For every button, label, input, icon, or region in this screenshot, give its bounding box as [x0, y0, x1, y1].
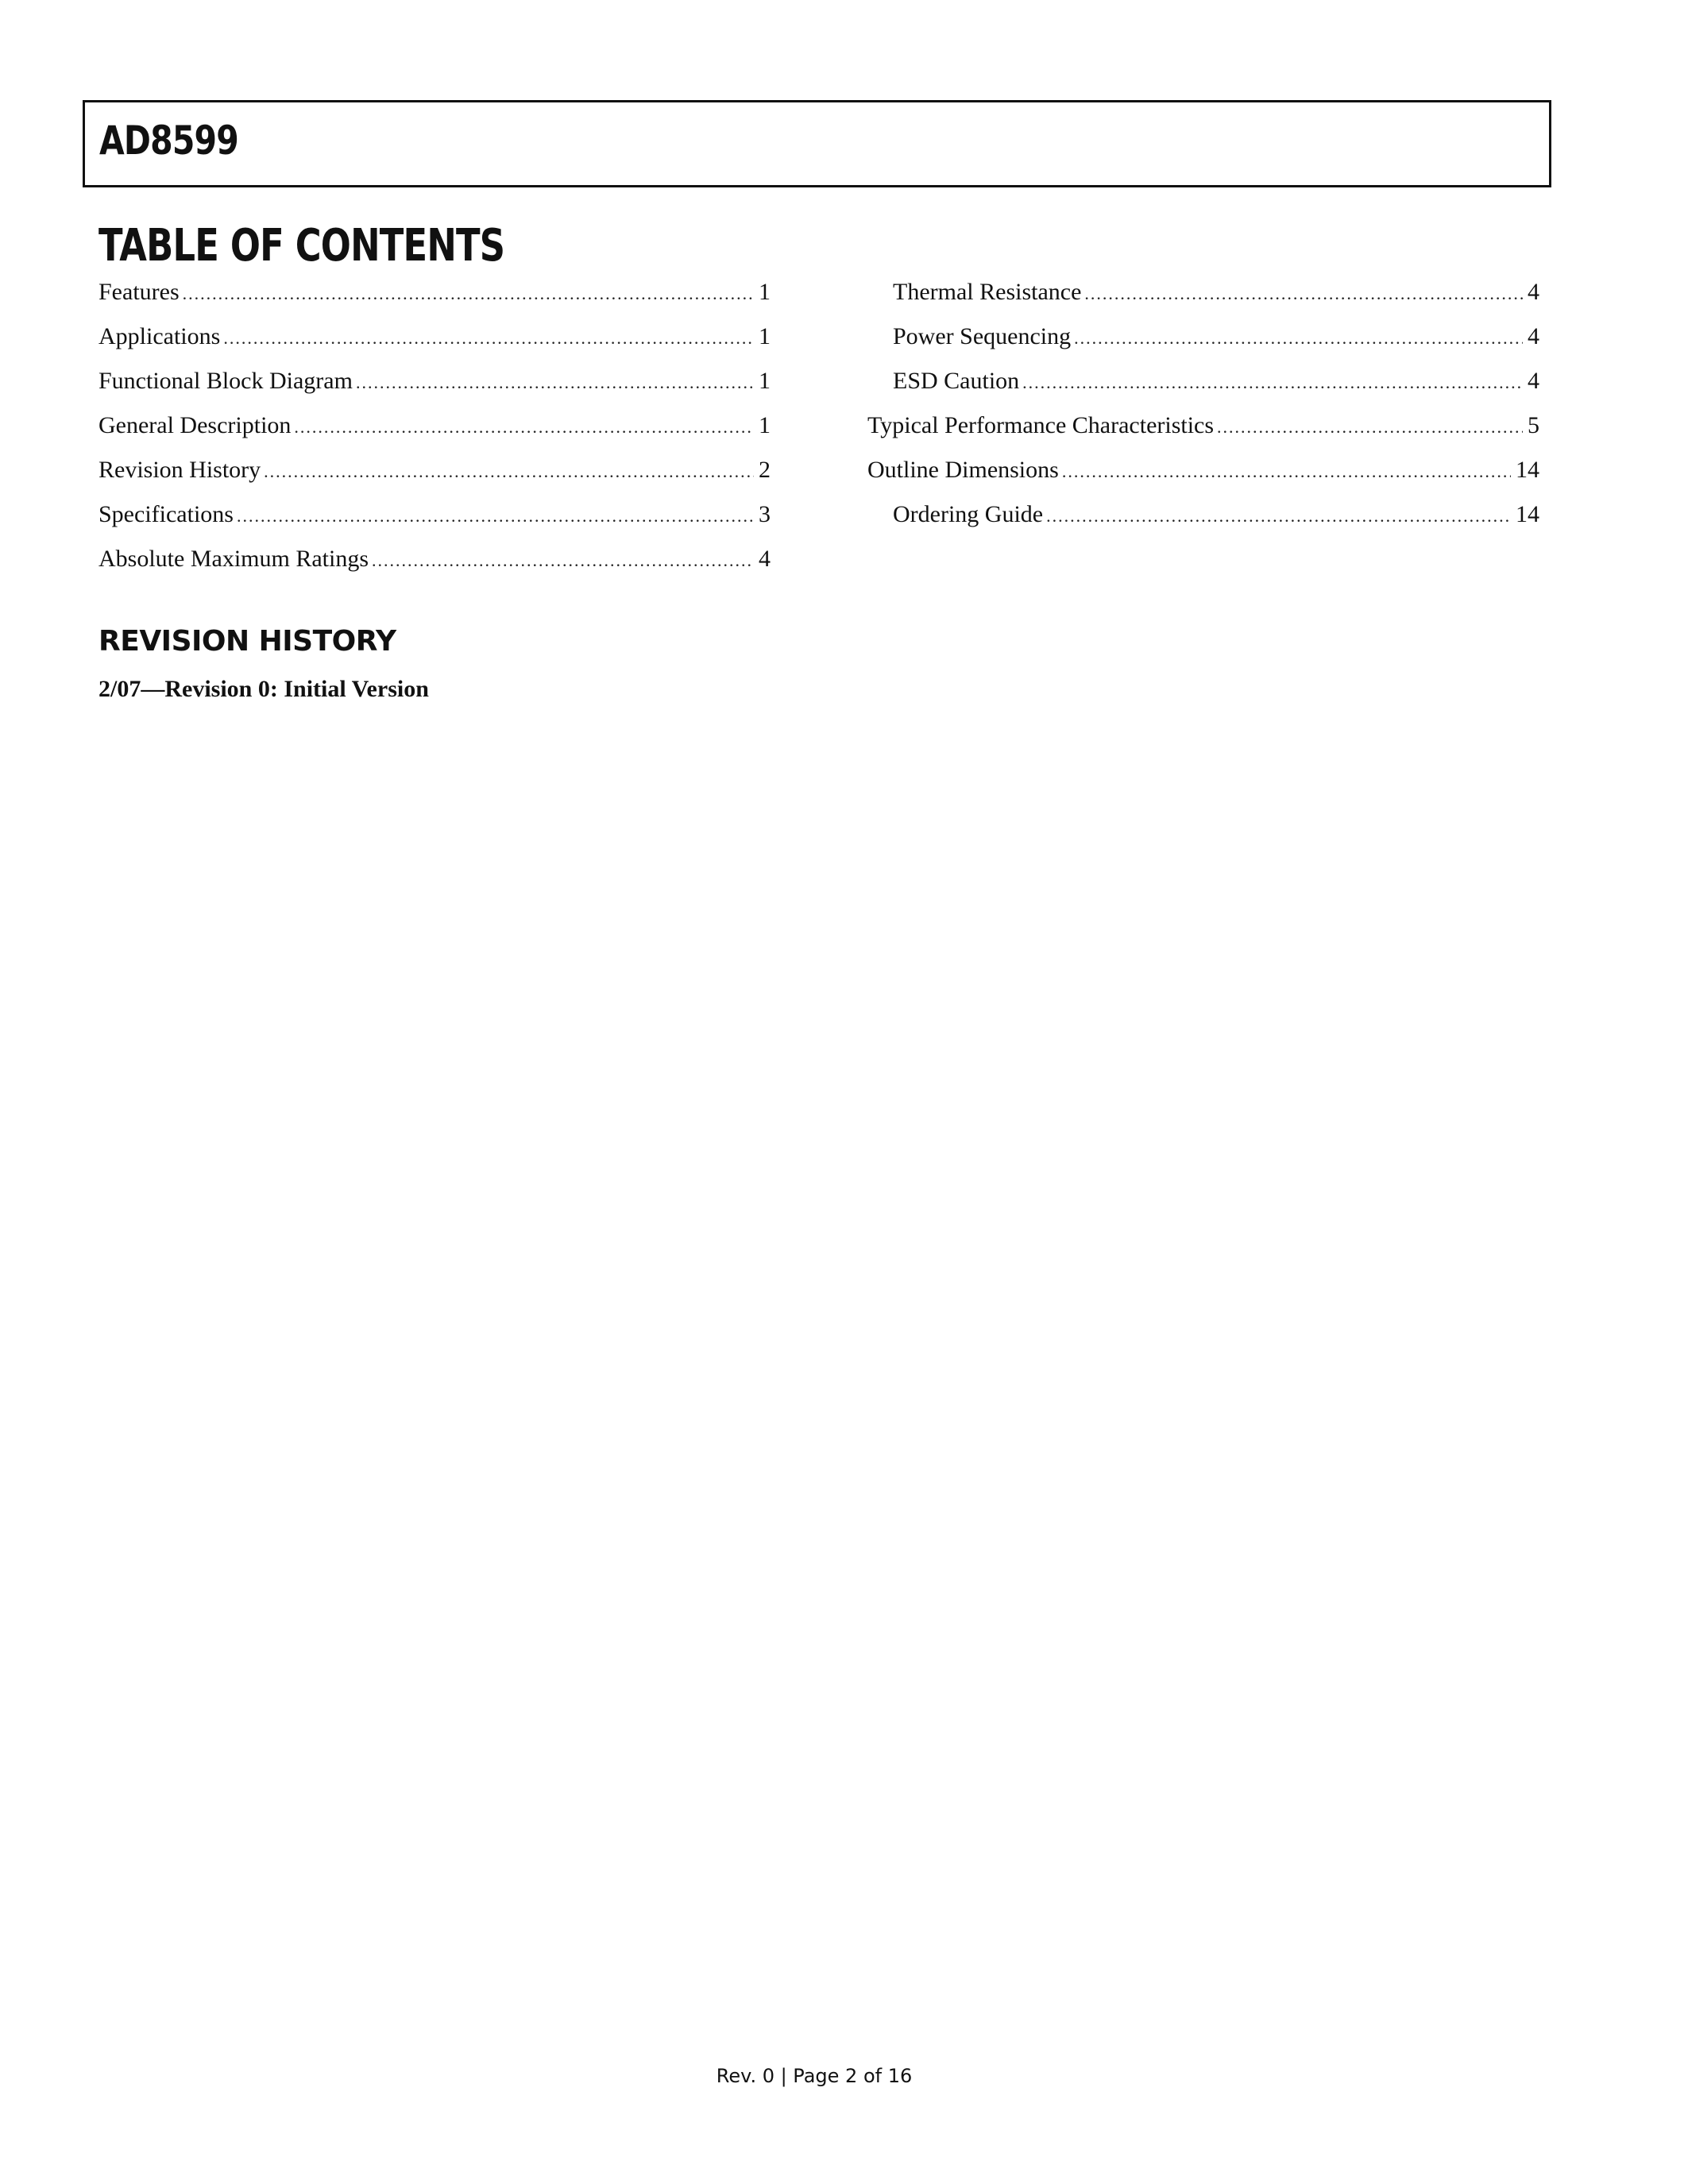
toc-title: TABLE OF CONTENTS — [98, 220, 505, 272]
toc-entry-label: Thermal Resistance — [893, 279, 1082, 305]
toc-dot-leader — [1084, 272, 1523, 316]
toc-entry-applications[interactable] — [98, 314, 771, 359]
toc-entry-page: 2 — [759, 457, 771, 483]
toc-entry-page: 1 — [759, 368, 771, 394]
toc-entry-label: Revision History — [98, 457, 261, 483]
toc-entry-page: 14 — [1516, 501, 1539, 527]
toc-entry-typical-performance-characteristics[interactable] — [867, 403, 1539, 448]
toc-entry-page: 1 — [759, 279, 771, 305]
toc-dot-leader — [356, 361, 754, 405]
toc-entry-label: Typical Performance Characteristics — [867, 412, 1215, 438]
toc-entry-label: Functional Block Diagram — [98, 368, 353, 394]
revision-history-heading: REVISION HISTORY — [98, 625, 396, 658]
toc-entry-page: 14 — [1516, 457, 1539, 483]
part-number: AD8599 — [99, 118, 238, 164]
toc-dot-leader — [1022, 361, 1523, 405]
toc-entry-label: Absolute Maximum Ratings — [98, 546, 369, 572]
toc-entry-label: ESD Caution — [893, 368, 1020, 394]
toc-dot-leader — [183, 272, 754, 316]
toc-dot-leader — [372, 538, 754, 583]
toc-dot-leader — [264, 450, 754, 494]
toc-entry-label: Outline Dimensions — [867, 457, 1059, 483]
toc-entry-label: Power Sequencing — [893, 323, 1072, 349]
toc-entry-page: 4 — [759, 546, 771, 572]
toc-entry-page: 1 — [759, 412, 771, 438]
toc-dot-leader — [1217, 405, 1523, 450]
toc-entry-page: 1 — [759, 323, 771, 349]
toc-entry-page: 4 — [1528, 323, 1539, 349]
toc-entry-label: Features — [98, 279, 180, 305]
toc-entry-label: Specifications — [98, 501, 234, 527]
toc-dot-leader — [1074, 316, 1523, 361]
toc-entry-features[interactable] — [98, 270, 771, 314]
toc-dot-leader — [223, 316, 754, 361]
toc-right-column — [867, 270, 1539, 537]
toc-entry-esd-caution[interactable] — [867, 359, 1539, 403]
toc-left-column — [98, 270, 771, 581]
toc-entry-page: 3 — [759, 501, 771, 527]
toc-entry-specifications[interactable] — [98, 492, 771, 537]
toc-dot-leader — [237, 494, 754, 538]
toc-entry-page: 4 — [1528, 279, 1539, 305]
toc-entry-general-description[interactable] — [98, 403, 771, 448]
toc-entry-page: 4 — [1528, 368, 1539, 394]
toc-entry-outline-dimensions[interactable] — [867, 448, 1539, 492]
toc-dot-leader — [1062, 450, 1511, 494]
toc-entry-functional-block-diagram[interactable] — [98, 359, 771, 403]
page-footer: Rev. 0 | Page 2 of 16 — [716, 2065, 913, 2087]
toc-entry-absolute-maximum-ratings[interactable] — [98, 537, 771, 581]
header-box — [83, 100, 1551, 187]
toc-entry-ordering-guide[interactable] — [867, 492, 1539, 537]
toc-entry-thermal-resistance[interactable] — [867, 270, 1539, 314]
toc-entry-label: General Description — [98, 412, 292, 438]
toc-entry-power-sequencing[interactable] — [867, 314, 1539, 359]
toc-entry-label: Applications — [98, 323, 221, 349]
revision-history-entry: 2/07—Revision 0: Initial Version — [98, 676, 429, 702]
toc-dot-leader — [294, 405, 754, 450]
toc-entry-page: 5 — [1528, 412, 1539, 438]
toc-entry-revision-history[interactable] — [98, 448, 771, 492]
toc-entry-label: Ordering Guide — [893, 501, 1044, 527]
toc-dot-leader — [1046, 494, 1511, 538]
